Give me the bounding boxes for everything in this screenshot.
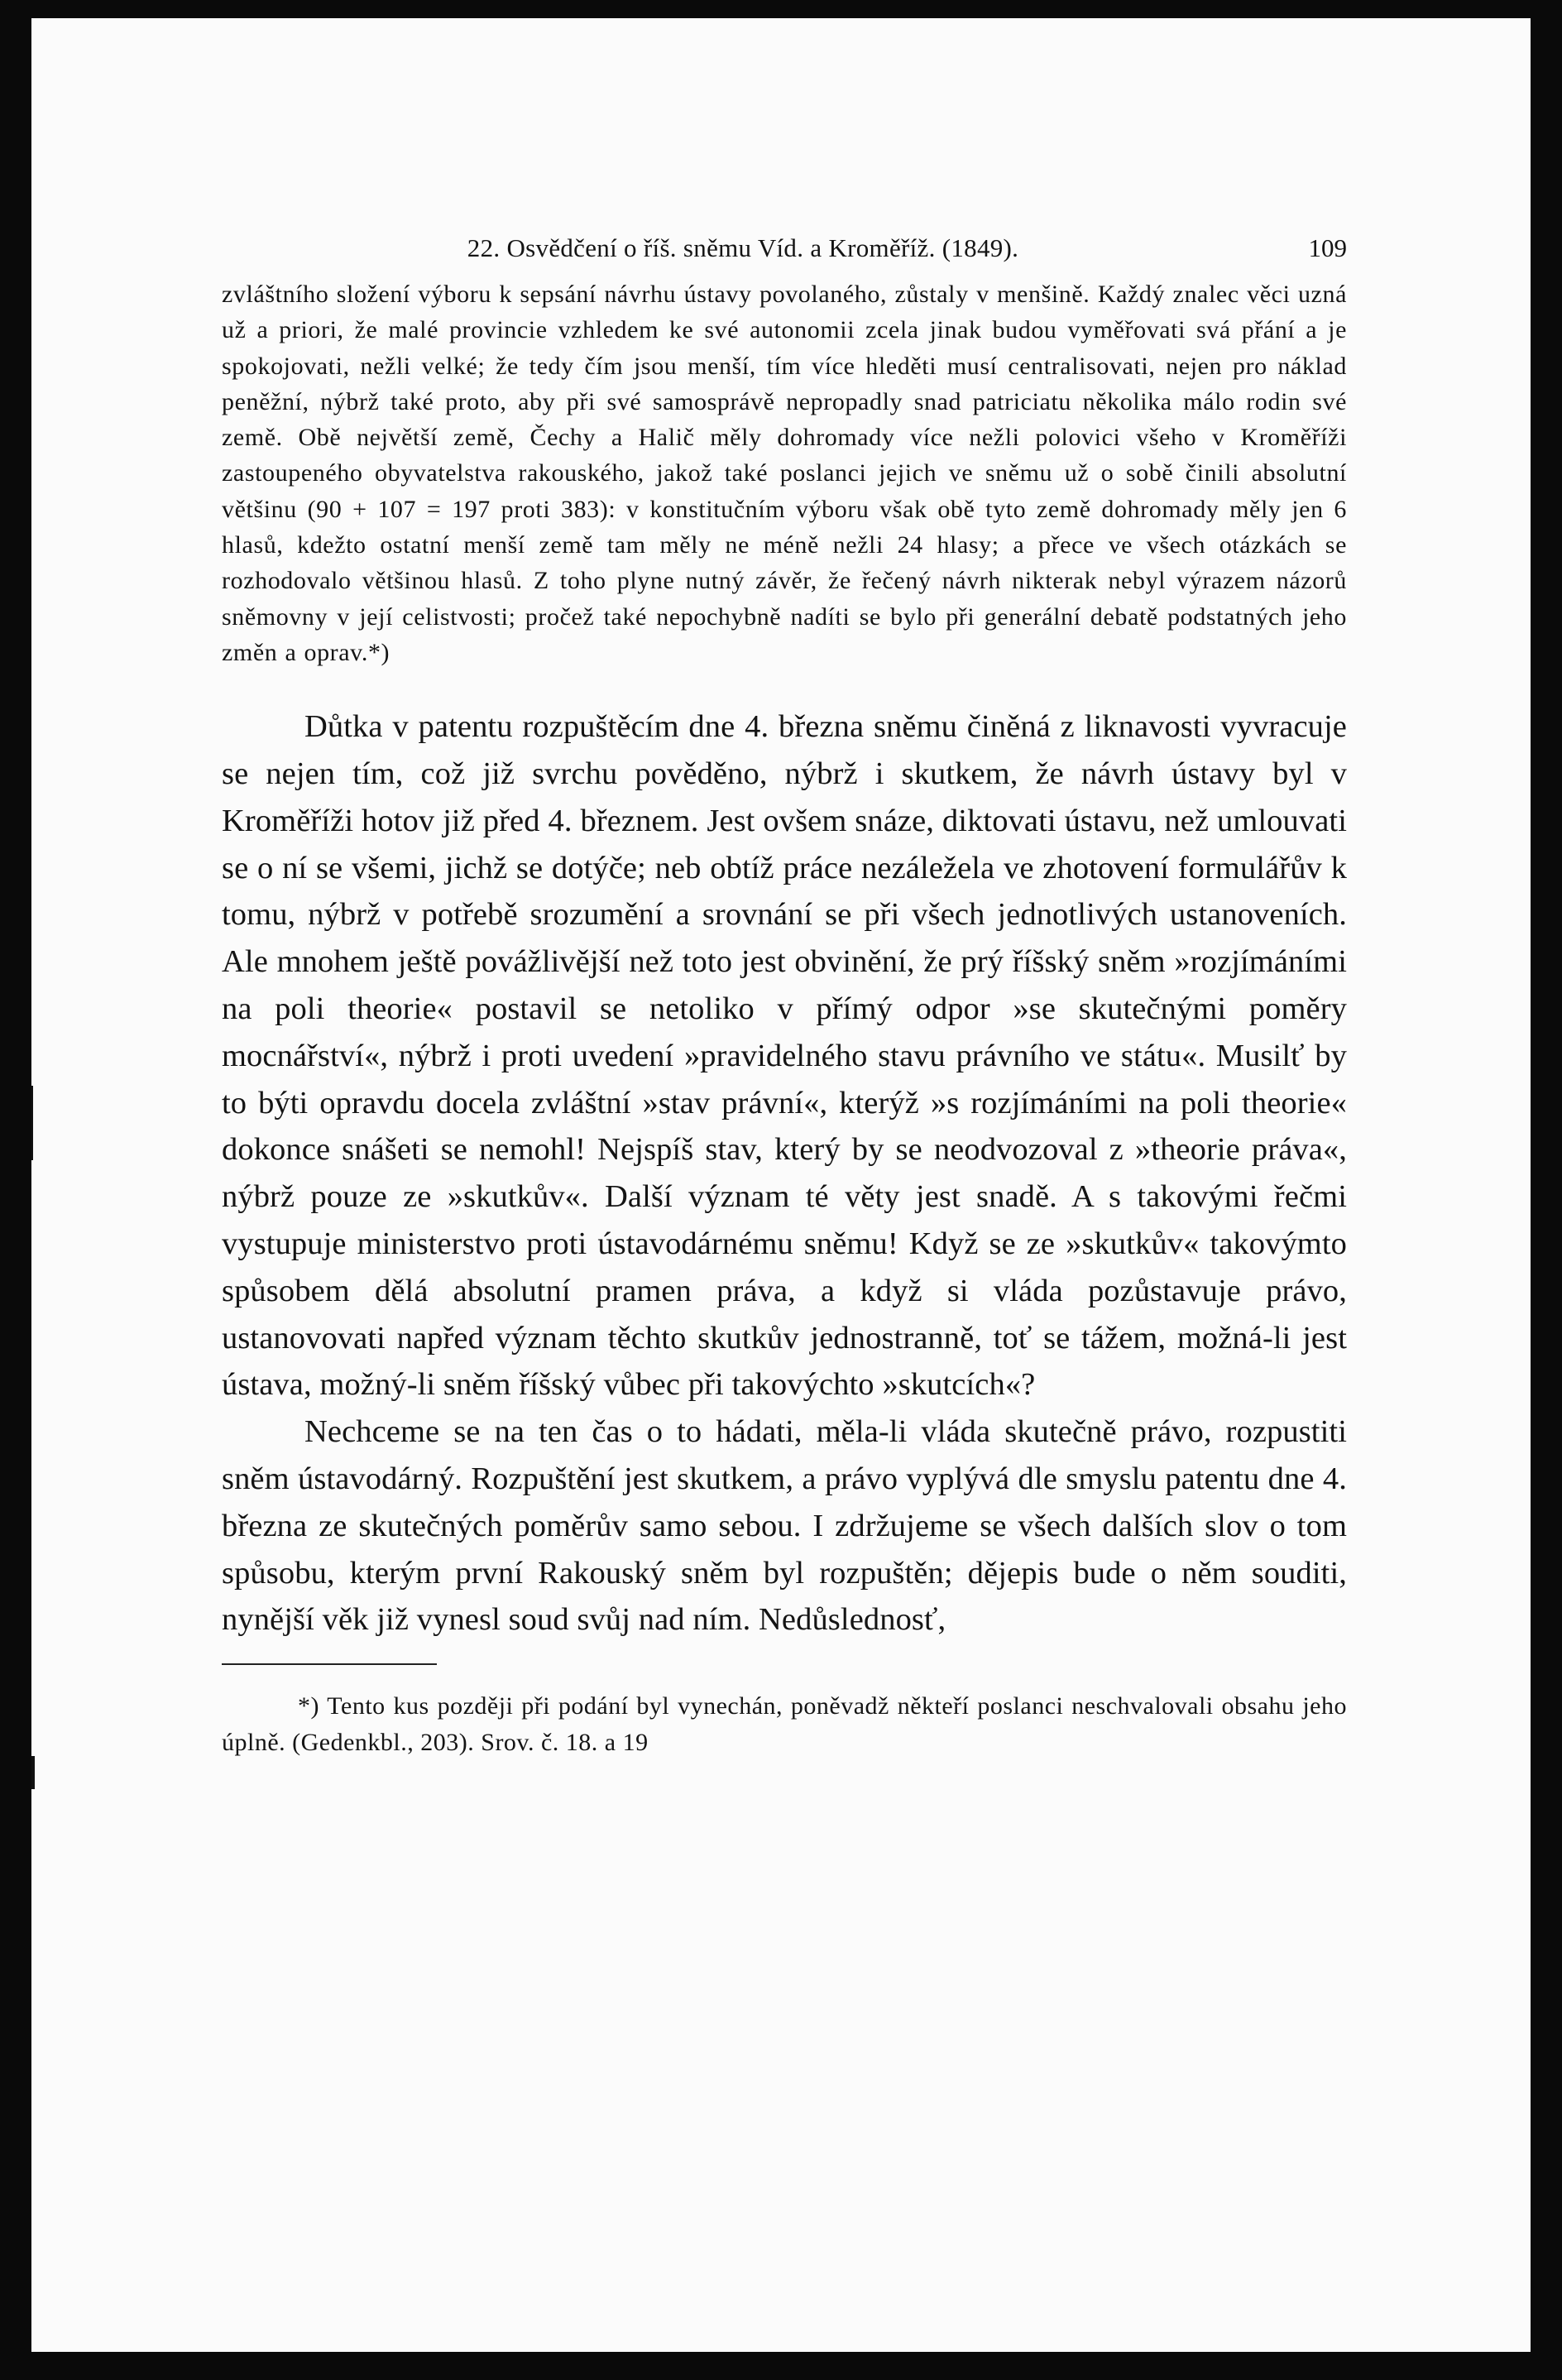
scanned-page xyxy=(31,18,1531,2352)
intro-paragraph: zvláštního složení výboru k sepsání návrhu ústavy povolaného, zůstaly v menšině. Každý znalec věci uzná už a priori, že malé provincie vzhledem ke své autonomii zcela jinak budou vyměřovati svá přání a je spokojovati, nežli velké; že tedy čím jsou menší, tím více hleděti musí centralisovati, nejen pro náklad peněžní, nýbrž také proto, aby při své samosprávě nepropadly snad patriciatu několika málo rodin své země. Obě největší země, Čechy a Halič měly dohromady více nežli polovici všeho v Kroměříži zastoupeného obyvatelstva rakouského, jakož také poslanci jejich ve sněmu už o sobě činili absolutní většinu (90 + 107 = 197 proti 383): v konstitučním výboru však obě tyto země dohromady měly jen 6 hlasů, kdežto ostatní menší země tam měly ne méně nežli 24 hlasy; a přece ve všech otázkách se rozhodovalo většinou hlasů. Z toho plyne nutný závěr, že řečený návrh nikterak nebyl výrazem názorů sněmovny v její celistvosti; pročež také nepochybně nadíti se bylo při generální debatě podstatných jeho změn a oprav.*) xyxy=(222,281,1347,666)
running-header xyxy=(222,225,1347,271)
running-title: 22. Osvědčení o říš. sněmu Víd. a Kroměříž. (1849). xyxy=(467,233,1019,262)
footnote-block xyxy=(222,1688,1347,1760)
intro-text xyxy=(222,276,1347,670)
body-paragraph: Nechceme se na ten čas o to hádati, měla-li vláda skutečně právo, rozpustiti sněm ústavodárný. Rozpuštění jest skutkem, a právo vyplývá dle smyslu patentu dne 4. března ze skutečných poměrův samo sebou. I zdržujeme se všech dalších slov o tom spůsobu, kterým první Rakouský sněm byl rozpuštěn; dějepis bude o něm souditi, nynější věk již vynesl soud svůj nad ním. Nedůslednosť, xyxy=(222,1414,1347,1638)
footnote-separator xyxy=(222,1663,437,1665)
page-content xyxy=(222,225,1347,1760)
page-number: 109 xyxy=(1308,233,1347,262)
body-paragraph: Důtka v patentu rozpuštěcím dne 4. března sněmu činěná z liknavosti vyvracuje se nejen tím, což již svrchu pověděno, nýbrž i skutkem, že návrh ústavy byl v Kroměříži hotov již před 4. březnem. Jest ovšem snáze, diktovati ústavu, než umlouvati se o ní se všemi, jichž se dotýče; neb obtíž práce nezáležela ve zhotovení formulářův k tomu, nýbrž v potřebě srozumění a srovnání se při všech jednotlivých ustanoveních. Ale mnohem ještě povážlivější než toto jest obvinění, že prý říšský sněm »rozjímáními na poli theorie« postavil se netoliko v přímý odpor »se skutečnými poměry mocnářství«, nýbrž i proti uvedení »pravidelného stavu právního ve státu«. Musilť by to býti opravdu docela zvláštní »stav právní«, kterýž »s rozjímáními na poli theorie« dokonce snášeti se nemohl! Nejspíš stav, který by se neodvozoval z »theorie práva«, nýbrž pouze ze »skutkův«. Další význam té věty jest snadě. A s takovými řečmi vystupuje ministerstvo proti ústavodárnému sněmu! Když se ze »skutkův« takovýmto spůsobem dělá absolutní pramen práva, a když si vláda pozůstavuje právo, ustanovovati napřed význam těchto skutkův jednostranně, toť se tážem, možná-li jest ústava, možný-li sněm říšský vůbec při takovýchto »skutcích«? xyxy=(222,709,1347,1403)
main-text xyxy=(222,703,1347,1643)
edge-speck xyxy=(31,1086,33,1160)
edge-speck xyxy=(31,1756,35,1789)
footnote-text: *) Tento kus později při podání byl vynechán, poněvadž někteří poslanci neschvalovali obsahu jeho úplně. (Gedenkbl., 203). Srov. č. 18. a 19 xyxy=(222,1692,1347,1756)
